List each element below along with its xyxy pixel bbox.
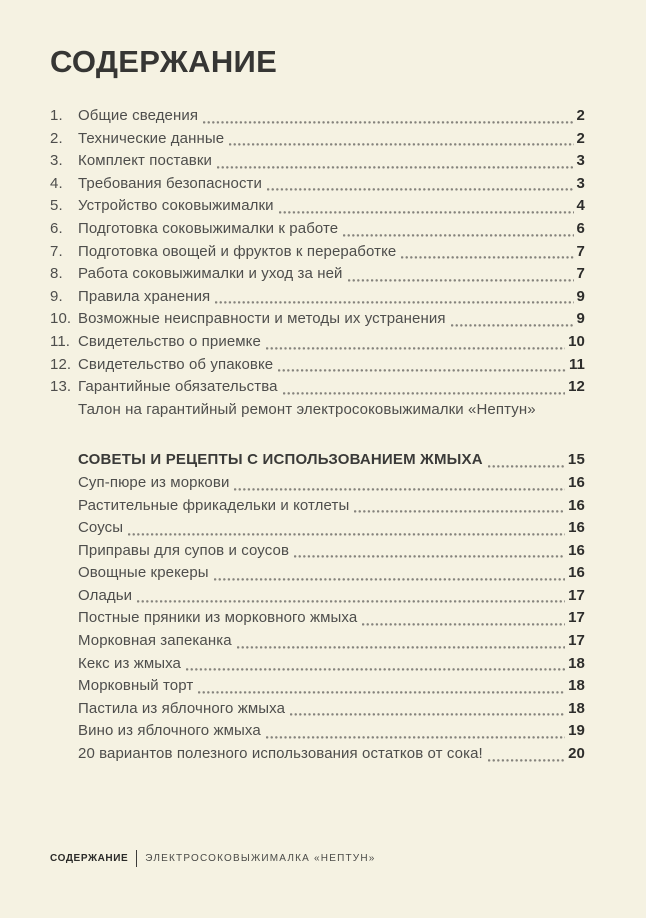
toc-row: [50, 173, 585, 196]
toc-row: [50, 399, 585, 422]
toc-row-label: Возможные неисправности и методы их устранения: [78, 310, 446, 328]
toc-row-label: Комплект поставки: [78, 152, 212, 170]
dot-leader: [137, 600, 565, 603]
toc-row-label: Правила хранения: [78, 287, 211, 305]
toc-row-page: 16: [568, 519, 585, 537]
dot-leader: [198, 691, 565, 694]
dot-leader: [128, 533, 565, 536]
recipes-section-heading: [50, 449, 585, 472]
toc-row-page: 3: [576, 152, 585, 170]
toc-row-label: Приправы для супов и соусов: [78, 541, 290, 559]
toc-row-label: 20 вариантов полезного использования остатков от сока!: [78, 745, 483, 763]
toc-row-number: 9.: [50, 287, 63, 305]
toc-row: [50, 128, 585, 151]
toc-row-page: 3: [576, 174, 585, 192]
toc-row-number: 8.: [50, 265, 63, 283]
dot-leader: [237, 646, 565, 649]
toc-row: [50, 376, 585, 399]
toc-recipes-list: [50, 449, 585, 765]
dot-leader: [401, 256, 573, 259]
toc-row-number: 6.: [50, 219, 63, 237]
dot-leader: [451, 324, 574, 327]
toc-row-page: 20: [568, 745, 585, 763]
footer-divider: [136, 850, 137, 867]
toc-row-label: Технические данные: [78, 129, 225, 147]
toc-row-label: Гарантийные обязательства: [78, 378, 278, 396]
toc-row-page: 17: [568, 609, 585, 627]
recipe-row: [50, 540, 585, 563]
toc-row-label: Морковный торт: [78, 677, 194, 695]
toc-row-number: 7.: [50, 242, 63, 260]
toc-row-label: Требования безопасности: [78, 174, 262, 192]
dot-leader: [354, 510, 565, 513]
dot-leader: [343, 234, 573, 237]
dot-leader: [283, 392, 566, 395]
footer-product-label: ЭЛЕКТРОСОКОВЫЖИМАЛКА «НЕПТУН»: [145, 853, 376, 864]
toc-row-page: 11: [568, 355, 585, 373]
recipe-row: [50, 607, 585, 630]
toc-row-page: 18: [568, 677, 585, 695]
toc-row-number: 2.: [50, 129, 63, 147]
dot-leader: [488, 465, 565, 468]
recipe-row: [50, 653, 585, 676]
toc-row-page: 7: [576, 242, 585, 260]
toc-row-label: Подготовка соковыжималки к работе: [78, 219, 339, 237]
toc-row: [50, 308, 585, 331]
toc-row-number: 5.: [50, 197, 63, 215]
toc-row-page: 19: [568, 722, 585, 740]
toc-row: [50, 105, 585, 128]
toc-row-label: Пастила из яблочного жмыха: [78, 699, 286, 717]
toc-row-label: Овощные крекеры: [78, 564, 209, 582]
dot-leader: [267, 188, 574, 191]
toc-numbered-list: [50, 105, 585, 421]
dot-leader: [217, 166, 574, 169]
toc-row-number: 13.: [50, 378, 72, 396]
toc-row: [50, 195, 585, 218]
dot-leader: [362, 623, 565, 626]
page-title: СОДЕРЖАНИЕ: [50, 44, 278, 79]
toc-row-label: Растительные фрикадельки и котлеты: [78, 496, 350, 514]
toc-row-page: 12: [568, 378, 585, 396]
toc-row-label: Суп-пюре из моркови: [78, 473, 230, 491]
dot-leader: [186, 668, 565, 671]
dot-leader: [229, 143, 573, 146]
toc-row-label: Свидетельство о приемке: [78, 332, 261, 350]
dot-leader: [266, 736, 565, 739]
dot-leader: [203, 121, 573, 124]
toc-row: [50, 218, 585, 241]
toc-row-page: 9: [576, 287, 585, 305]
toc-row-page: 6: [576, 219, 585, 237]
recipe-row: [50, 472, 585, 495]
toc-row-page: 16: [568, 496, 585, 514]
recipe-row: [50, 720, 585, 743]
dot-leader: [215, 301, 573, 304]
toc-row-page: 15: [567, 451, 585, 469]
toc-row-number: 3.: [50, 152, 63, 170]
recipe-row: [50, 675, 585, 698]
toc-row-page: 16: [568, 564, 585, 582]
toc-row-page: 2: [576, 129, 585, 147]
toc-row-number: 12.: [50, 355, 72, 373]
page-footer: [50, 850, 376, 867]
recipe-row: [50, 517, 585, 540]
dot-leader: [294, 555, 565, 558]
toc-row-label: Устройство соковыжималки: [78, 197, 274, 215]
toc-row-page: 16: [568, 473, 585, 491]
toc-row-page: 18: [568, 699, 585, 717]
toc-row-number: 10.: [50, 310, 72, 328]
dot-leader: [266, 347, 565, 350]
toc-row-page: 9: [576, 310, 585, 328]
toc-row-label: Оладьи: [78, 586, 133, 604]
toc-row: [50, 331, 585, 354]
dot-leader: [278, 369, 566, 372]
dot-leader: [488, 759, 565, 762]
toc-row: [50, 150, 585, 173]
toc-row-page: 2: [576, 107, 585, 124]
toc-row: [50, 354, 585, 377]
toc-row: [50, 286, 585, 309]
recipe-row: [50, 562, 585, 585]
toc-row: [50, 241, 585, 264]
footer-section-label: СОДЕРЖАНИЕ: [50, 853, 129, 864]
toc-row-page: 4: [576, 197, 585, 215]
dot-leader: [234, 488, 565, 491]
toc-row-page: 17: [568, 632, 585, 650]
toc-row-label: Общие сведения: [78, 107, 199, 124]
toc-row-number: 4.: [50, 174, 63, 192]
toc-row-label: Соусы: [78, 519, 124, 537]
toc-row-page: 10: [568, 332, 585, 350]
dot-leader: [214, 578, 565, 581]
toc-row: [50, 263, 585, 286]
toc-row-label: Работа соковыжималки и уход за ней: [78, 265, 343, 283]
dot-leader: [290, 713, 565, 716]
dot-leader: [348, 279, 574, 282]
toc-row-number: 11.: [50, 332, 71, 350]
toc-row-label: Подготовка овощей и фруктов к переработке: [78, 242, 397, 260]
toc-row-number: 1.: [50, 107, 63, 124]
recipe-row: [50, 495, 585, 518]
recipe-row: [50, 585, 585, 608]
dot-leader: [279, 211, 574, 214]
toc-row-label: Постные пряники из морковного жмыха: [78, 609, 358, 627]
toc-row-label: Вино из яблочного жмыха: [78, 722, 261, 740]
toc-row-label: Кекс из жмыха: [78, 654, 182, 672]
toc-row-label: Морковная запеканка: [78, 632, 232, 650]
recipe-row: [50, 630, 585, 653]
recipe-row: [50, 698, 585, 721]
toc-row-page: 16: [568, 541, 585, 559]
recipe-row: [50, 743, 585, 766]
toc-row-label: Талон на гарантийный ремонт электросоковыжималки «Нептун»: [78, 400, 536, 418]
toc-row-page: 18: [568, 654, 585, 672]
toc-row-label: СОВЕТЫ И РЕЦЕПТЫ С ИСПОЛЬЗОВАНИЕМ ЖМЫХА: [78, 451, 483, 469]
toc-row-page: 17: [568, 586, 585, 604]
toc-row-label: Свидетельство об упаковке: [78, 355, 274, 373]
toc-row-page: 7: [576, 265, 585, 283]
